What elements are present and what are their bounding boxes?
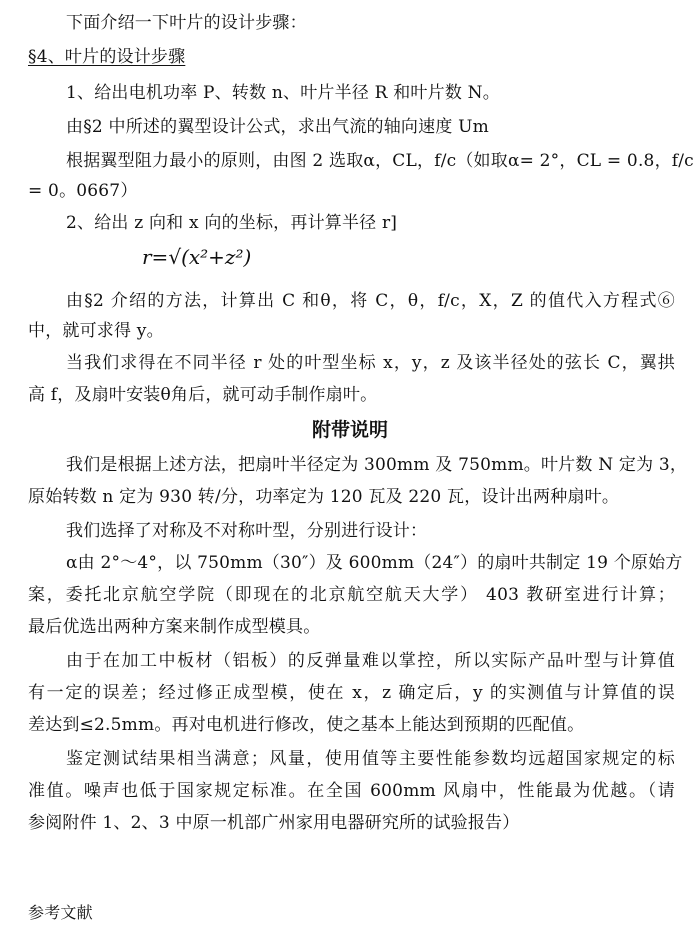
appendix-line-12: 参阅附件 1、2、3 中原一机部广州家用电器研究所的试验报告） xyxy=(28,813,520,833)
coordinates-line-cont: 高 f，及扇叶安装θ角后，就可动手制作扇叶。 xyxy=(28,385,378,405)
appendix-line-2: 原始转数 n 定为 930 转/分，功率定为 120 瓦及 220 瓦，设计出两种扇叶。 xyxy=(28,487,620,507)
method-line: 由§2 介绍的方法，计算出 C 和θ，将 C，θ，f/c，X，Z 的值代入方程式⑥ xyxy=(66,291,675,311)
intro-line: 下面介绍一下叶片的设计步骤： xyxy=(66,13,307,33)
appendix-line-7: 由于在加工中板材（铝板）的反弹量难以掌控，所以实际产品叶型与计算值 xyxy=(66,651,675,671)
appendix-line-4: α由 2°～4°，以 750mm（30″）及 600mm（24″）的扇叶共制定 19 个原始方 xyxy=(66,553,683,573)
step-1-line: 1、给出电机功率 P、转数 n、叶片半径 R 和叶片数 N。 xyxy=(66,83,500,103)
appendix-line-8: 有一定的误差；经过修正成型模，使在 x，z 确定后，y 的实测值与计算值的误 xyxy=(28,683,675,703)
handwritten-formula xyxy=(138,238,258,276)
formula-text: r=√(x²+z²) xyxy=(142,245,252,269)
appendix-line-5: 案，委托北京航空学院（即现在的北京航空航天大学） 403 教研室进行计算； xyxy=(28,585,675,605)
airfoil-selection-cont: = 0。0667） xyxy=(28,181,138,201)
appendix-line-3: 我们选择了对称及不对称叶型，分别进行设计： xyxy=(66,521,428,541)
appendix-line-11: 准值。噪声也低于国家规定标准。在全国 600mm 风扇中，性能最为优越。（请 xyxy=(28,781,675,801)
appendix-line-10: 鉴定测试结果相当满意；风量，使用值等主要性能参数均远超国家规定的标 xyxy=(66,749,675,769)
references-title: 参考文献 xyxy=(28,903,93,922)
section-title: §4、叶片的设计步骤 xyxy=(28,47,186,67)
method-line-cont: 中，就可求得 y。 xyxy=(28,321,164,341)
appendix-line-6: 最后优选出两种方案来制作成型模具。 xyxy=(28,617,321,637)
appendix-line-1: 我们是根据上述方法，把扇叶半径定为 300mm 及 750mm。叶片数 N 定为 3， xyxy=(66,455,688,475)
step-2-line: 2、给出 z 向和 x 向的坐标，再计算半径 r] xyxy=(66,213,398,233)
coordinates-line: 当我们求得在不同半径 r 处的叶型坐标 x，y，z 及该半径处的弦长 C，翼拱 xyxy=(66,353,675,373)
appendix-line-9: 差达到≤2.5mm。再对电机进行修改，使之基本上能达到预期的匹配值。 xyxy=(28,715,585,735)
velocity-line: 由§2 中所述的翼型设计公式，求出气流的轴向速度 Um xyxy=(66,117,489,137)
airfoil-selection-line: 根据翼型阻力最小的原则，由图 2 选取α，CL，f/c（如取α= 2°，CL = 0.8，f/c xyxy=(66,151,694,171)
appendix-heading: 附带说明 xyxy=(311,419,388,441)
